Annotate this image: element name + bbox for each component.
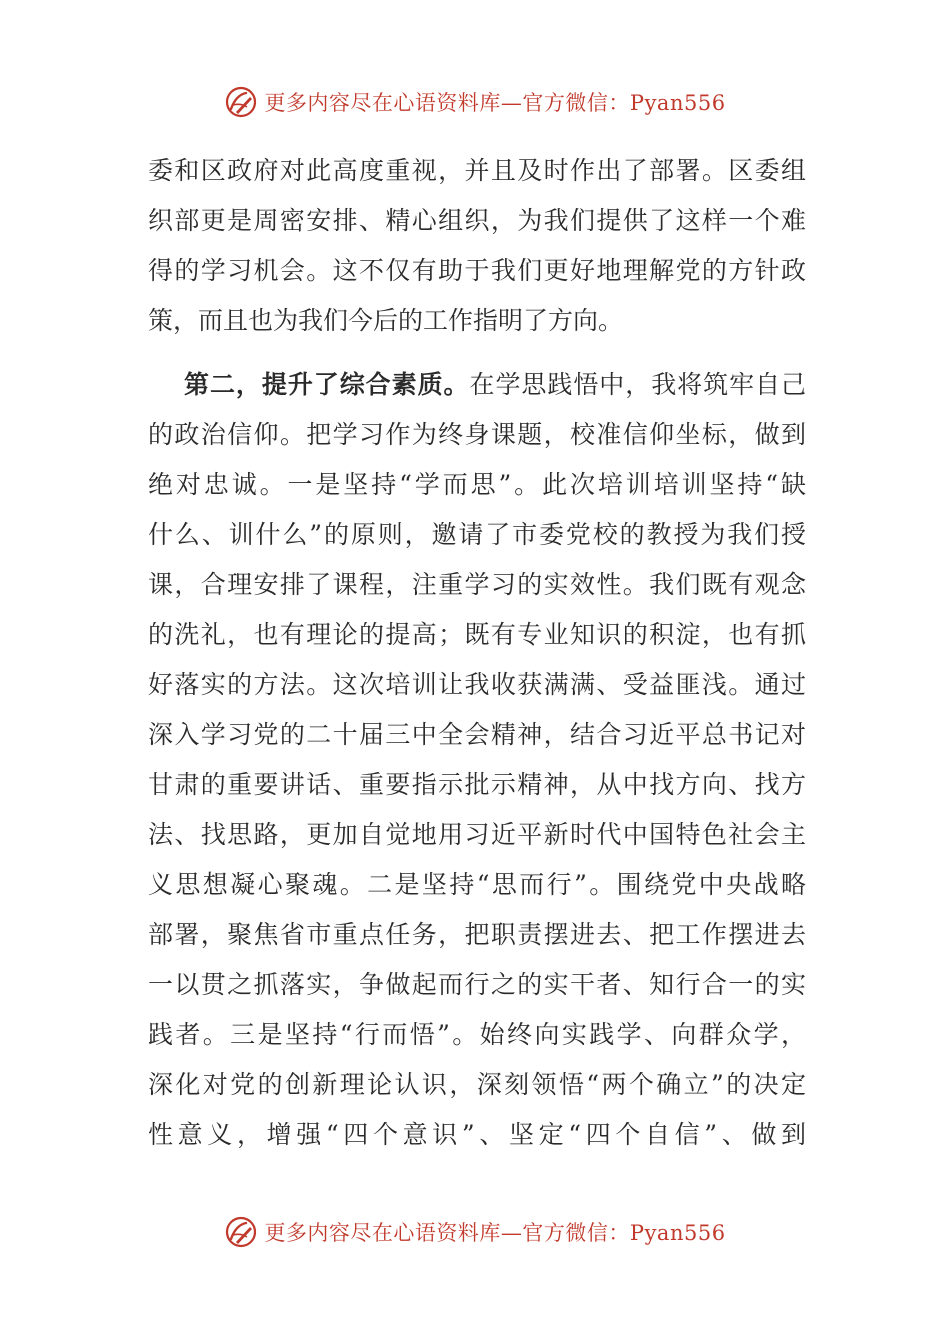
- text-line: 什么、训什么”的原则，邀请了市委党校的教授为我们授: [148, 520, 806, 549]
- heading-line-rest: 在学思践悟中，我将筑牢自己: [469, 370, 806, 399]
- text-line: 践者。三是坚持“行而悟”。始终向实践学、向群众学，: [148, 1020, 806, 1049]
- text-line: 法、找思路，更加自觉地用习近平新时代中国特色社会主: [148, 820, 806, 849]
- text-line: 策，而且也为我们今后的工作指明了方向。: [148, 306, 624, 335]
- text-line: 义思想凝心聚魂。二是坚持“思而行”。围绕党中央战略: [148, 870, 806, 899]
- footer-banner: [0, 1210, 950, 1254]
- text-line: 的洗礼，也有理论的提高；既有专业知识的积淀，也有抓: [148, 620, 806, 649]
- text-line: 得的学习机会。这不仅有助于我们更好地理解党的方针政: [148, 256, 806, 285]
- paragraph-1: [148, 146, 806, 346]
- banner-text: 更多内容尽在心语资料库—官方微信：Pyan556: [264, 1221, 726, 1245]
- text-line: 性意义，增强“四个意识”、坚定“四个自信”、做到: [148, 1120, 806, 1149]
- document-body: [148, 146, 806, 1160]
- text-line: 委和区政府对此高度重视，并且及时作出了部署。区委组: [148, 156, 806, 185]
- text-line: 课，合理安排了课程，注重学习的实效性。我们既有观念: [148, 570, 806, 599]
- text-line: 部署，聚焦省市重点任务，把职责摆进去、把工作摆进去: [148, 920, 806, 949]
- text-line: 的政治信仰。把学习作为终身课题，校准信仰坐标，做到: [148, 420, 806, 449]
- text-line: [148, 360, 806, 410]
- text-line: 一以贯之抓落实，争做起而行之的实干者、知行合一的实: [148, 970, 806, 999]
- header-banner: [0, 80, 950, 124]
- pen-swirl-logo-icon: [224, 85, 258, 119]
- text-line: 绝对忠诚。一是坚持“学而思”。此次培训培训坚持“缺: [148, 470, 806, 499]
- paragraph-2: [148, 360, 806, 1160]
- banner-text: 更多内容尽在心语资料库—官方微信：Pyan556: [264, 91, 726, 115]
- pen-swirl-logo-icon: [224, 1215, 258, 1249]
- text-line: 深入学习党的二十届三中全会精神，结合习近平总书记对: [148, 720, 806, 749]
- text-line: 深化对党的创新理论认识，深刻领悟“两个确立”的决定: [148, 1070, 806, 1099]
- text-line: 甘肃的重要讲话、重要指示批示精神，从中找方向、找方: [148, 770, 806, 799]
- text-line: 好落实的方法。这次培训让我收获满满、受益匪浅。通过: [148, 670, 806, 699]
- text-line: 织部更是周密安排、精心组织，为我们提供了这样一个难: [148, 206, 806, 235]
- paragraph-heading: 第二，提升了综合素质。: [184, 370, 470, 399]
